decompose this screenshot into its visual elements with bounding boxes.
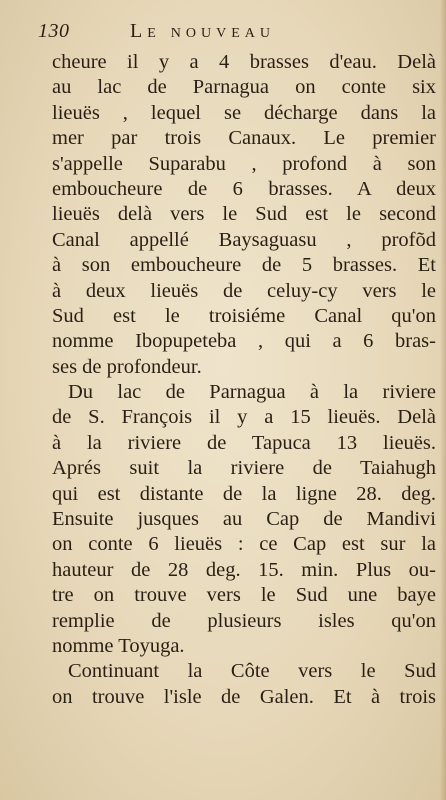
page-number: 130 [38,20,70,42]
text-line: Continuant la Côte vers le Sud [68,660,436,683]
text-line: Aprés suit la riviere de Taiahugh [52,457,436,480]
text-line: mer par trois Canaux. Le premier [52,127,436,150]
text-line: nomme Ibopupeteba , qui a 6 bras- [52,330,436,353]
running-title: Le nouveau [130,20,275,42]
text-line: Ensuite jusques au Cap de Mandivi [52,508,436,531]
text-line: à la riviere de Tapuca 13 lieuës. [52,431,436,454]
text-line: lieuës , lequel se décharge dans la [52,101,436,124]
text-line: au lac de Parnagua on conte six [52,76,436,99]
text-line: on conte 6 lieuës : ce Cap est sur la [52,533,436,556]
text-line: Du lac de Parnagua à la riviere [68,381,436,404]
text-line: ses de profondeur. [52,355,202,378]
running-head [38,20,428,46]
text-line: on trouve l'isle de Galen. Et à trois [52,685,436,708]
text-line: emboucheure de 6 brasses. A deux [52,177,436,200]
text-line: tre on trouve vers le Sud une baye [52,584,436,607]
text-line: hauteur de 28 deg. 15. min. Plus ou- [52,558,436,581]
text-line: cheure il y a 4 brasses d'eau. Delà [52,51,436,73]
text-line: à deux lieuës de celuy-cy vers le [52,279,436,302]
text-line: Canal appellé Baysaguasu , profõd [52,228,436,251]
text-line: à son emboucheure de 5 brasses. Et [52,254,436,277]
text-line: qui est distante de la ligne 28. deg. [52,482,436,505]
text-line: de S. François il y a 15 lieuës. Delà [52,406,436,429]
text-line: nomme Toyuga. [52,634,185,657]
text-line: lieuës delà vers le Sud est le second [52,203,436,226]
text-line: remplie de plusieurs isles qu'on [52,609,436,632]
text-line: s'appelle Suparabu , profond à son [52,152,436,175]
body-text [52,50,436,710]
text-line: Sud est le troisiéme Canal qu'on [52,304,436,327]
